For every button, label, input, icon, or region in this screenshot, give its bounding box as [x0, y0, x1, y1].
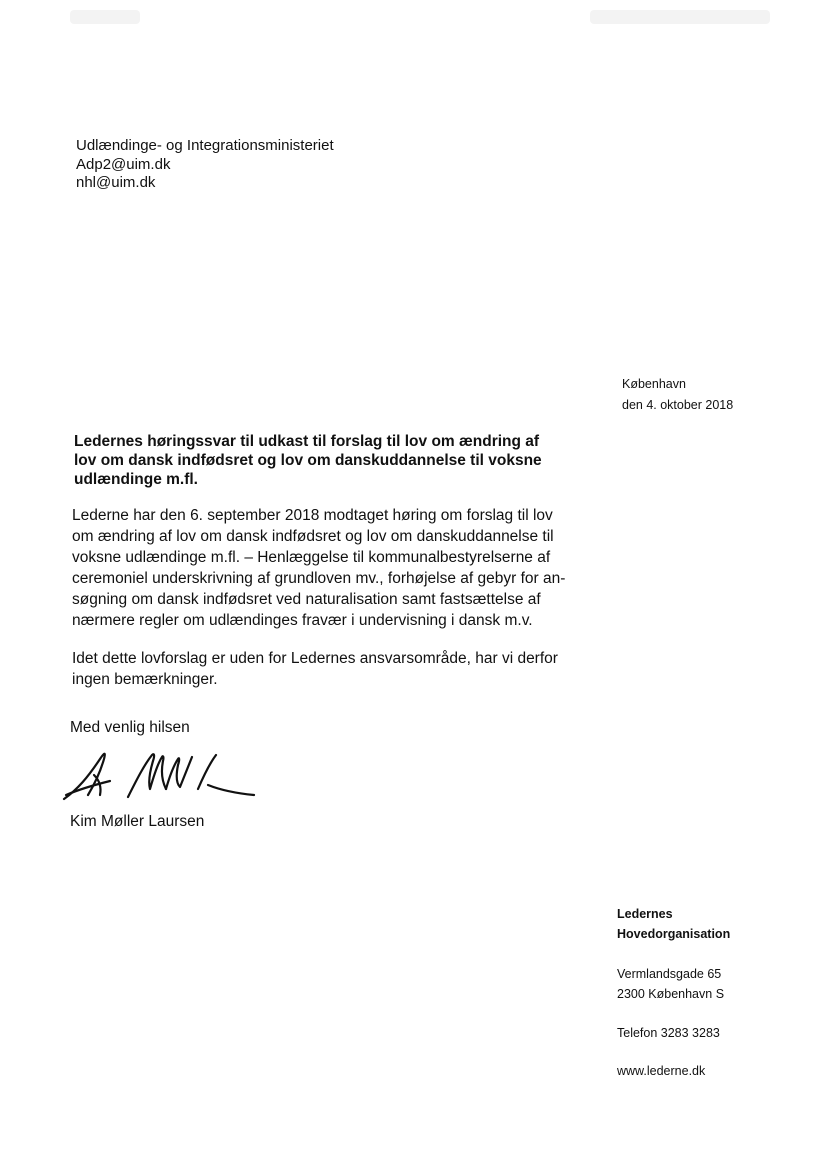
date-block [622, 374, 733, 416]
signer-name: Kim Møller Laursen [70, 813, 205, 830]
org-name-line-1: Ledernes [617, 907, 673, 921]
paragraph-line: Idet dette lovforslag er uden for Ledernes ansvarsområde, har vi derfor [72, 650, 558, 667]
handwritten-signature [58, 745, 268, 807]
paragraph-line: ceremoniel underskrivning af grundloven mv., forhøjelse af gebyr for an- [72, 570, 566, 587]
scan-artifact-right [590, 10, 770, 24]
subject-line: udlændinge m.fl. [74, 471, 198, 488]
organization-block [617, 904, 730, 1081]
org-street: Vermlandsgade 65 [617, 967, 722, 981]
recipient-email-1: Adp2@uim.dk [76, 155, 171, 173]
date-place: København [622, 377, 686, 391]
recipient-email-2: nhl@uim.dk [76, 174, 156, 191]
closing-salutation: Med venlig hilsen [70, 719, 190, 736]
org-phone: Telefon 3283 3283 [617, 1026, 720, 1040]
body-paragraph-2 [72, 648, 572, 690]
letter-subject [74, 432, 544, 489]
org-name-line-2: Hovedorganisation [617, 927, 731, 941]
recipient-name: Udlændinge- og Integrationsministeriet [76, 137, 334, 154]
paragraph-line: søgning om dansk indfødsret ved naturalisation samt fastsættelse af [72, 591, 541, 608]
org-city: 2300 København S [617, 987, 725, 1001]
paragraph-line: om ændring af lov om dansk indfødsret og lov om danskuddannelse til [72, 528, 554, 545]
subject-line: lov om dansk indfødsret og lov om danskuddannelse til voksne [74, 452, 542, 469]
paragraph-line: voksne udlændinge m.fl. – Henlæggelse til kommunalbestyrelserne af [72, 549, 551, 566]
org-website: www.lederne.dk [617, 1064, 706, 1078]
recipient-block [76, 137, 334, 193]
body-paragraph-1 [72, 505, 572, 631]
letter-date: den 4. oktober 2018 [622, 398, 734, 412]
paragraph-line: Lederne har den 6. september 2018 modtaget høring om forslag til lov [72, 507, 553, 524]
scan-artifact-left [70, 10, 140, 24]
paragraph-line: ingen bemærkninger. [72, 671, 218, 688]
subject-line: Ledernes høringssvar til udkast til forslag til lov om ændring af [74, 433, 540, 450]
paragraph-line: nærmere regler om udlændinges fravær i undervisning i dansk m.v. [72, 612, 533, 629]
